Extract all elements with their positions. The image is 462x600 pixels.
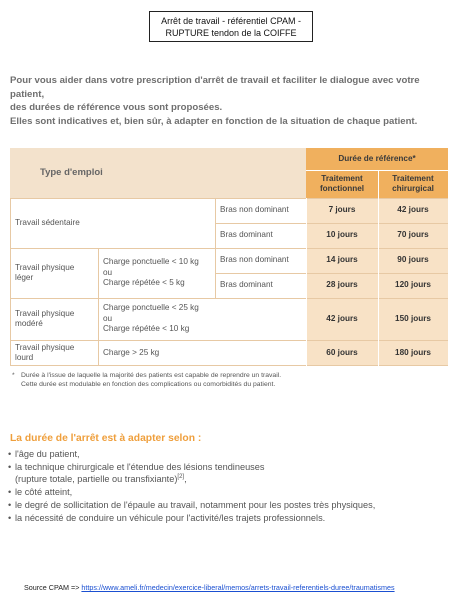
leger-dominant-fonctionnel: 28 jours [306, 273, 378, 298]
charge-modere [98, 298, 306, 340]
header-duree-reference: Durée de référence* [306, 148, 448, 170]
table-divider [98, 248, 99, 366]
charge-leger [98, 248, 215, 298]
table-divider [10, 340, 448, 341]
bras-leger-dominant: Bras dominant [220, 280, 273, 290]
adapt-list [8, 448, 448, 524]
charge-modere-line1: Charge ponctuelle < 25 kg [103, 303, 199, 313]
table-divider [10, 365, 448, 366]
table-divider [378, 170, 379, 366]
intro-line1: Pour vous aider dans votre prescription d'arrêt de travail et faciliter le dialogue avec votre patient, [10, 75, 420, 100]
header-type-emploi: Type d'emploi [10, 148, 306, 198]
leger-non-dominant-chirurgical: 90 jours [378, 248, 448, 273]
footnote-star: * [12, 372, 15, 379]
emploi-leger: Travail physique léger [15, 262, 75, 282]
document-title-box [149, 11, 313, 42]
adapt-item-technique-cont: (rupture totale, partielle ou transfixiante)[2], [15, 474, 187, 485]
footnote-line2: Cette durée est modulable en fonction des complications ou comorbidités du patient. [21, 381, 276, 388]
charge-lourd: Charge > 25 kg [103, 347, 160, 357]
emploi-modere: Travail physique modéré [15, 308, 75, 328]
charge-leger-line3: Charge répétée < 5 kg [103, 278, 185, 288]
lourd-chirurgical: 180 jours [378, 340, 448, 366]
emploi-lourd: Travail physique lourd [15, 342, 75, 362]
charge-modere-line3: Charge répétée < 10 kg [103, 324, 190, 334]
table-divider [10, 248, 448, 249]
table-divider [10, 198, 448, 199]
table-divider [215, 198, 216, 298]
charge-leger-line2: ou [103, 267, 113, 277]
table-divider [215, 223, 448, 224]
table-divider [306, 198, 307, 366]
sedentaire-non-dominant-fonctionnel: 7 jours [306, 198, 378, 223]
lourd-fonctionnel: 60 jours [306, 340, 378, 366]
sedentaire-dominant-fonctionnel: 10 jours [306, 223, 378, 248]
document-title-line2: RUPTURE tendon de la COIFFE [165, 28, 297, 38]
adapt-item-vehicule: • la nécessité de conduire un véhicule pour l'activité/les trajets professionnels. [8, 512, 448, 525]
adapt-item-technique: • la technique chirurgicale et l'étendue des lésions tendineuses [8, 461, 448, 474]
modere-fonctionnel: 42 jours [306, 298, 378, 340]
adapt-item-technique-cont-text: (rupture totale, partielle ou transfixiante) [15, 474, 178, 485]
document-title-line1: Arrêt de travail - référentiel CPAM - [161, 16, 301, 26]
header-traitement-fonctionnel: Traitement fonctionnel [306, 170, 378, 198]
table-divider [10, 198, 11, 366]
sedentaire-dominant-chirurgical: 70 jours [378, 223, 448, 248]
charge-modere-line2: ou [103, 313, 113, 323]
intro-line3: Elles sont indicatives et, bien sûr, à adapter en fonction de la situation de chaque patient. [10, 115, 418, 127]
source-link[interactable]: https://www.ameli.fr/medecin/exercice-liberal/memos/arrets-travail-referentiels-duree/traumatismes [81, 583, 395, 592]
leger-dominant-chirurgical: 120 jours [378, 273, 448, 298]
adapt-title: La durée de l'arrêt est à adapter selon : [10, 433, 202, 444]
sedentaire-non-dominant-chirurgical: 42 jours [378, 198, 448, 223]
bras-sedentaire-non-dominant: Bras non dominant [220, 205, 289, 215]
adapt-item-technique-ref: [2] [177, 474, 185, 481]
source-line [24, 583, 454, 592]
table-divider [306, 170, 448, 171]
intro-paragraph [10, 74, 454, 128]
leger-non-dominant-fonctionnel: 14 jours [306, 248, 378, 273]
adapt-item-sollicitation: • le degré de sollicitation de l'épaule au travail, notamment pour les postes très physiques, [8, 499, 448, 512]
header-traitement-chirurgical: Traitement chirurgical [378, 170, 448, 198]
bras-sedentaire-dominant: Bras dominant [220, 230, 273, 240]
charge-leger-line1: Charge ponctuelle < 10 kg [103, 257, 199, 267]
source-label: Source CPAM => [24, 583, 80, 592]
modere-chirurgical: 150 jours [378, 298, 448, 340]
intro-line2: des durées de référence vous sont proposées. [10, 102, 223, 114]
table-divider [10, 298, 448, 299]
reference-durations-table [10, 148, 448, 366]
bras-leger-non-dominant: Bras non dominant [220, 255, 289, 265]
emploi-sedentaire: Travail sédentaire [15, 217, 80, 227]
footnote-line1: Durée à l'issue de laquelle la majorité des patients est capable de reprendre un travail. [21, 372, 282, 379]
adapt-item-age: • l'âge du patient, [8, 448, 448, 461]
table-footnote [12, 371, 442, 389]
table-divider [215, 273, 448, 274]
adapt-item-cote: • le côté atteint, [8, 486, 448, 499]
